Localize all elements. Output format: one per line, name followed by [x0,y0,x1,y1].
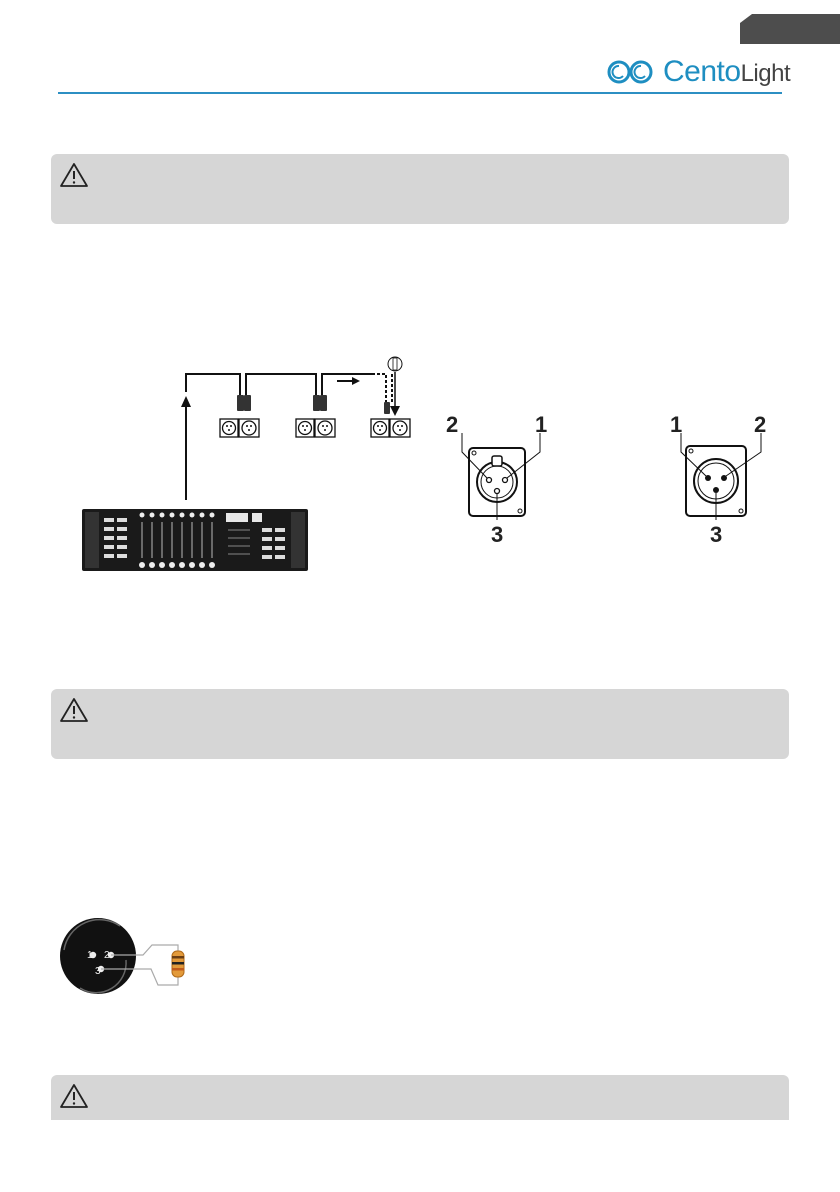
logo-brand: Cento [663,55,741,88]
arrow-down-icon [390,406,400,416]
xlr-plug [237,395,390,414]
terminator-connector [60,918,184,994]
male-pin-2-label: 2 [754,412,767,437]
dmx-cable [186,374,372,500]
female-pin-1-label: 1 [535,412,548,437]
dashed-cable [372,374,386,402]
terminator-plug-icon [388,357,402,371]
dmx-controller [82,509,308,571]
female-pin-3-label: 3 [491,522,504,547]
fixture-sockets [220,419,410,437]
male-pin-1-label: 1 [670,412,683,437]
terminator-pin-2-label: 2 [104,950,110,961]
female-xlr-connector [462,433,540,520]
male-xlr-connector [681,433,761,520]
female-pin-2-label: 2 [446,412,459,437]
arrow-right-icon [352,377,360,385]
arrow-up-icon [181,396,191,407]
male-pin-3-label: 3 [710,522,723,547]
terminator-pin-3-label: 3 [95,966,101,977]
logo-brand-light: Light [740,60,791,87]
terminator-pin-1-label: 1 [87,950,93,961]
